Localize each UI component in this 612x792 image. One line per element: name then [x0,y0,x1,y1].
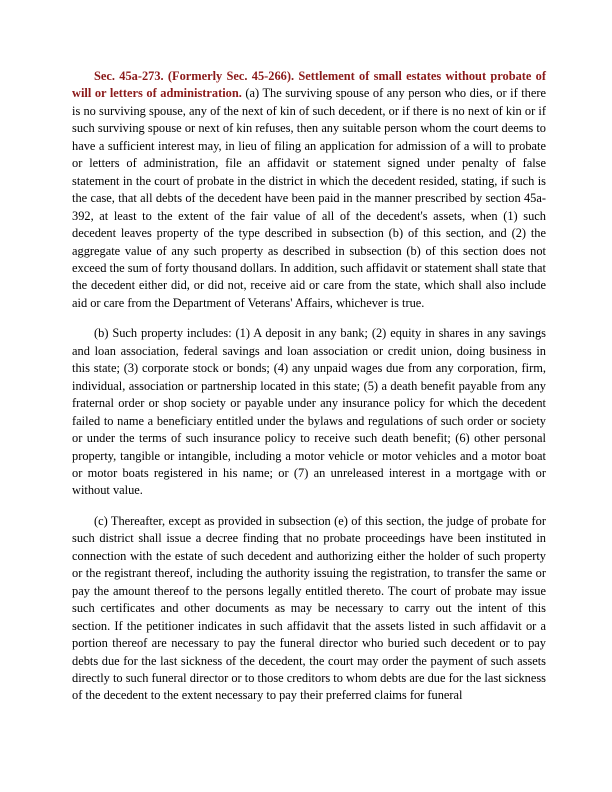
paragraph-body-a: (a) The surviving spouse of any person who dies, or if there is no surviving spouse, any of the next of kin of such decedent, or if there is no next of kin or if such surviving spouse or next of kin refuses, then any suitable person whom the court deems to have a sufficient interest may, in lieu of filing an application for admission of a will to probate or letters of administration, file an affidavit or statement signed under penalty of false statement in the court of probate in the district in which the decedent resided, stating, if such is the case, that all debts of the decedent have been paid in the manner prescribed by section 45a-392, at least to the extent of the fair value of all of the decedent's assets, when (1) such decedent leaves property of the type described in subsection (b) of this section, and (2) the aggregate value of any such property as described in subsection (b) of this section does not exceed the sum of forty thousand dollars. In addition, such affidavit or statement shall state that the decedent either did, or did not, receive aid or care from the state, which shall also include aid or care from the Department of Veterans' Affairs, whichever is true. [72,86,546,310]
section-heading: Sec. 45a-273. (Formerly Sec. 45-266). Settlement of small estates without probate of will or letters of administration. [72,69,546,101]
paragraph-subsection-b [72,325,546,500]
paragraph-subsection-c [72,513,546,705]
paragraph-body-b: (b) Such property includes: (1) A deposit in any bank; (2) equity in shares in any savings and loan association, federal savings and loan association or credit union, doing business in this state; (3) corporate stock or bonds; (4) any unpaid wages due from any corporation, firm, individual, association or partnership located in this state; (5) a death benefit payable from any fraternal order or shop society or payable under any insurance policy for which the decedent failed to name a beneficiary entitled under the bylaws and regulations of such order or society or under the terms of such insurance policy to receive such death benefit; (6) other personal property, tangible or intangible, including a motor vehicle or motor vehicles and a motor boat or motor boats registered in his name; or (7) an unreleased interest in a mortgage with or without value. [72,326,546,498]
paragraph-body-c: (c) Thereafter, except as provided in subsection (e) of this section, the judge of probate for such district shall issue a decree finding that no probate proceedings have been instituted in connection with the estate of such decedent and authorizing either the holder of such property or the registrant thereof, including the authority issuing the registration, to transfer the same or pay the amount thereof to the persons legally entitled thereto. The court of probate may issue such certificates and other documents as may be necessary to carry out the intent of this section. If the petitioner indicates in such affidavit that the assets listed in such affidavit or a portion thereof are necessary to pay the funeral director who buried such decedent or to pay debts due for the last sickness of the decedent, the court may order the payment of such assets directly to such funeral director or to those creditors to whom debts are due for the last sickness of the decedent to the extent necessary to pay their preferred claims for funeral [72,513,546,703]
paragraph-subsection-a [72,68,546,312]
document-text-column [72,68,546,705]
